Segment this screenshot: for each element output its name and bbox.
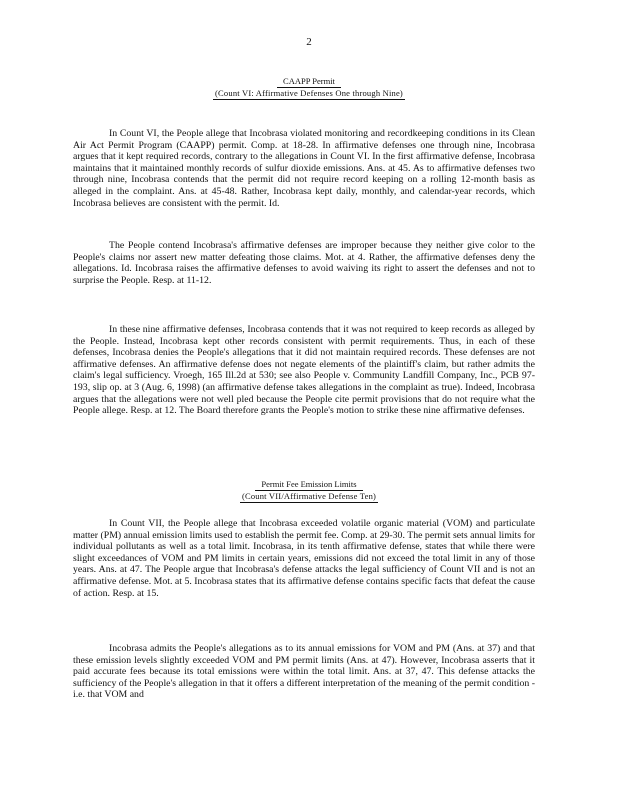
- page-number: 2: [306, 36, 312, 48]
- paragraph: In these nine affirmative defenses, Incobrasa contends that it was not required to keep records as alleged by the People. Instead, Incobrasa kept other records consistent with permit requirements. Thus, in each of these defenses, Incobrasa denies the People's allegations that it did not maintain required records. These defenses are not affirmative defenses. An affirmative defense does not negate elements of the plaintiff's claim, but rather admits the claim's legal sufficiency. Vroegh, 165 Ill.2d at 530; see also People v. Community Landfill Company, Inc., PCB 97-193, slip op. at 3 (Aug. 6, 1998) (an affirmative defense takes allegations in the complaint as true). Indeed, Incobrasa argues that the allegations were not well pled because the People cite permit provisions that do not require what the People allege. Resp. at 12. The Board therefore grants the People's motion to strike these nine affirmative defenses.: [73, 324, 535, 417]
- paragraph: Incobrasa admits the People's allegations as to its annual emissions for VOM and PM (Ans. at 37) and that these emission levels slightly exceeded VOM and PM permit limits (Ans. at 47). However, Incobrasa asserts that it paid accurate fees because its total emissions were within the total limit. Ans. at 37, 47. This defense attacks the sufficiency of the People's allegation in that it offers a different interpretation of the meaning of the permit condition - i.e. that VOM and: [73, 643, 535, 701]
- section-heading-caapp: [0, 76, 618, 100]
- section-title: CAAPP Permit: [277, 76, 341, 88]
- paragraph: In Count VI, the People allege that Incobrasa violated monitoring and recordkeeping conditions in its Clean Air Act Permit Program (CAAPP) permit. Comp. at 18-28. In affirmative defenses one through nine, Incobrasa argues that it kept required records, contrary to the allegations in Count VI. In the first affirmative defense, Incobrasa maintains that it maintained monthly records of sulfur dioxide emissions. Ans. at 45. As to affirmative defenses two through nine, Incobrasa contends that the permit did not require record keeping on a rolling 12-month basis as alleged in the complaint. Ans. at 45-48. Rather, Incobrasa kept daily, monthly, and calendar-year records, which Incobrasa believes are consistent with the permit. Id.: [73, 128, 535, 209]
- paragraph: The People contend Incobrasa's affirmative defenses are improper because they neither give color to the People's claims nor assert new matter defeating those claims. Mot. at 4. Rather, the affirmative defenses deny the allegations. Id. Incobrasa raises the affirmative defenses to avoid waiving its right to assert the defenses and not to surprise the People. Resp. at 11-12.: [73, 240, 535, 286]
- section-title: Permit Fee Emission Limits: [255, 479, 362, 491]
- section-heading-permit-fee: [0, 479, 618, 503]
- section-subtitle: (Count VI: Affirmative Defenses One through Nine): [215, 88, 403, 98]
- paragraph: In Count VII, the People allege that Incobrasa exceeded volatile organic material (VOM) and particulate matter (PM) annual emission limits used to establish the permit fee. Comp. at 29-30. The permit sets annual limits for individual pollutants as well as a total limit. Incobrasa, in its tenth affirmative defense, states that while there were slight exceedances of VOM and PM limits in certain years, emissions did not exceed the total limit in any of those years. Ans. at 47. The People argue that Incobrasa's defense attacks the legal sufficiency of Count VII and is not an affirmative defense. Mot. at 5. Incobrasa states that its affirmative defense contains specific facts that defeat the cause of action. Resp. at 15.: [73, 518, 535, 599]
- section-subtitle: (Count VII/Affirmative Defense Ten): [241, 491, 377, 501]
